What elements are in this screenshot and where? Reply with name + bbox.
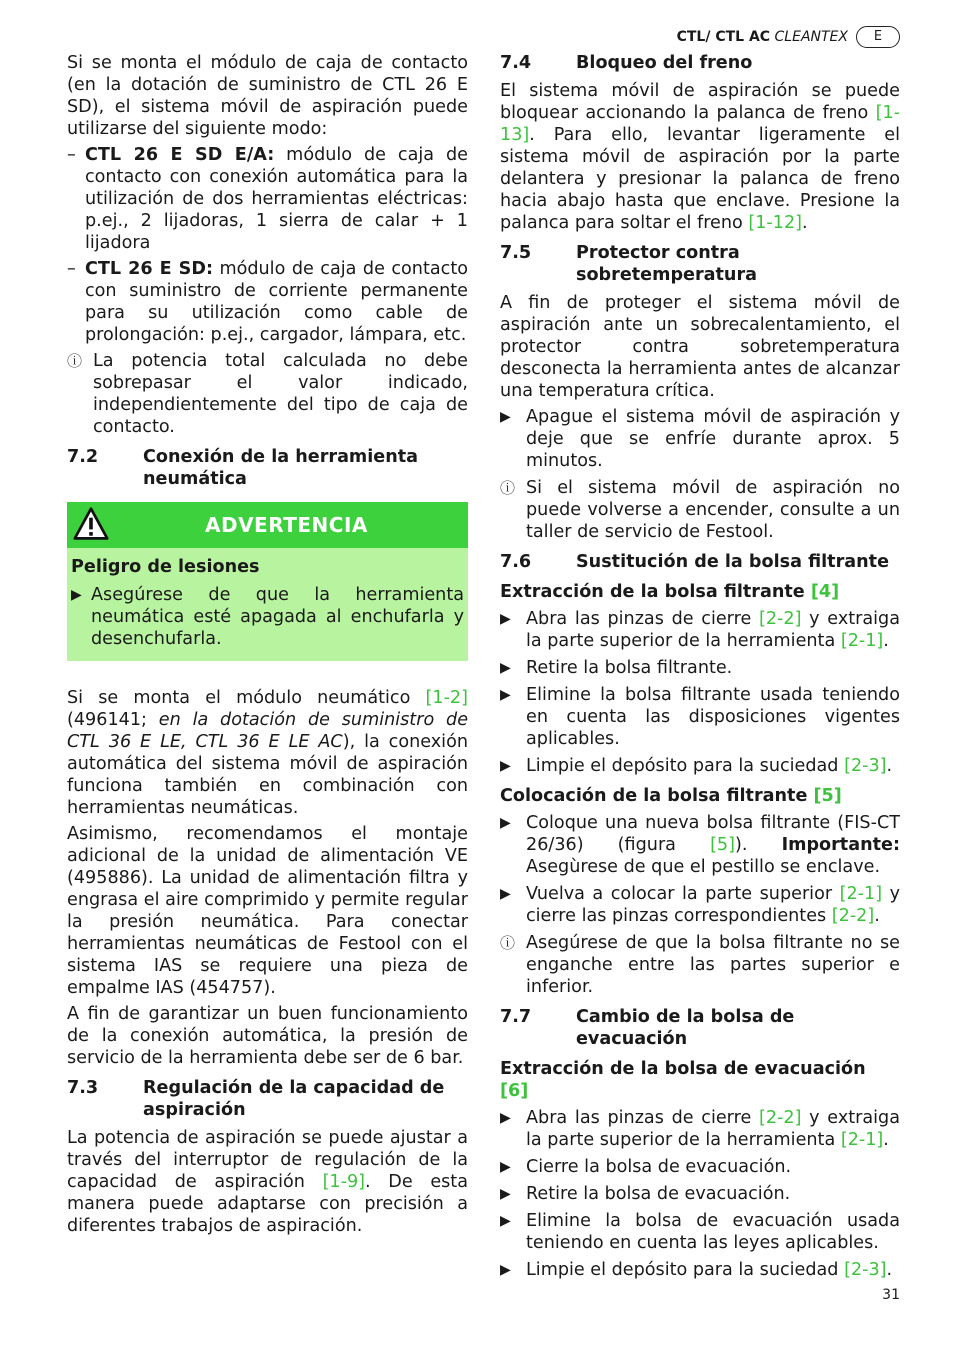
arrow-bullet-icon: ▶: [500, 611, 511, 627]
paragraph: A fin de proteger el sistema móvil de aspiración ante un sobrecalentamiento, el protector contra sobretemperatura desconecta la herramienta antes de alcanzar una temperatura crítica.: [500, 293, 900, 401]
arrow-bullet-icon: ▶: [500, 660, 511, 676]
list-item: ▶ Abra las pinzas de cierre [2-2] y extraiga la parte superior de la herramienta [2-1].: [500, 609, 900, 651]
section-heading-7-4: 7.4 Bloqueo del freno: [500, 53, 753, 73]
list-item: ▶ Coloque una nueva bolsa filtrante (FIS-CT 26/36) (figura [5]). Importante: Asegùrese de que el pestillo se enclave.: [500, 813, 900, 877]
arrow-bullet-icon: ▶: [500, 1213, 511, 1229]
arrow-bullet-icon: ▶: [500, 1110, 511, 1126]
arrow-bullet-icon: ▶: [500, 1186, 511, 1202]
warning-bullet: ▶ Asegúrese de que la herramienta neumática esté apagada al enchufarla y desenchufarla.: [71, 585, 464, 649]
list-item: – CTL 26 E SD E/A: módulo de caja de contacto con conexión automática para la utilización de dos herramientas eléctricas: p.ej., 2 lijadoras, 1 sierra de calar + 1 lijadora: [67, 145, 468, 253]
warning-title: ADVERTENCIA: [205, 513, 368, 537]
warning-subtitle: Peligro de lesiones: [71, 557, 260, 577]
section-heading-7-2: 7.2 Conexión de la herramienta neumática: [67, 447, 419, 489]
page-number: 31: [882, 1287, 900, 1303]
section-heading-7-7: 7.7 Cambio de la bolsa de evacuación: [500, 1007, 795, 1049]
info-icon: ⓘ: [500, 479, 516, 497]
section-heading-7-3: 7.3 Regulación de la capacidad de aspiración: [67, 1078, 445, 1120]
list-item: ▶ Apague el sistema móvil de aspiración y deje que se enfríe durante aprox. 5 minutos.: [500, 407, 900, 471]
language-badge: E: [856, 26, 900, 48]
info-note: ⓘ Asegúrese de que la bolsa filtrante no se enganche entre las partes superior e inferior.: [500, 933, 900, 997]
subheading: Extracción de la bolsa de evacuación [6]: [500, 1059, 866, 1101]
list-item: ▶ Limpie el depósito para la suciedad [2-3].: [500, 756, 893, 776]
warning-triangle-icon: [73, 506, 109, 542]
paragraph: El sistema móvil de aspiración se puede bloquear accionando la palanca de freno [1-13]. Para ello, levantar ligeramente el sistema móvil de aspiración por la parte delantera y presionar la palanca de freno hacia abajo hasta que enclave. Presione la palanca para soltar el freno [1-12].: [500, 81, 900, 233]
paragraph: A fin de garantizar un buen funcionamiento de la conexión automática, la presión de servicio de la herramienta debe ser de 6 bar.: [67, 1004, 468, 1068]
subheading: Colocación de la bolsa filtrante [5]: [500, 786, 842, 806]
info-icon: ⓘ: [500, 934, 516, 952]
arrow-bullet-icon: ▶: [71, 587, 82, 603]
list-item: ▶ Cierre la bolsa de evacuación.: [500, 1157, 792, 1177]
left-column: [67, 52, 468, 1241]
info-icon: ⓘ: [67, 352, 83, 370]
product-name: CTL/ CTL AC CLEANTEX: [676, 29, 848, 45]
subheading: Extracción de la bolsa filtrante [4]: [500, 582, 840, 602]
warning-header: [67, 502, 468, 548]
list-item: – CTL 26 E SD: módulo de caja de contacto con suministro de corriente permanente para su utilización como cable de prolongación: p.ej., cargador, lámpara, etc.: [67, 259, 468, 345]
list-item: ▶ Abra las pinzas de cierre [2-2] y extraiga la parte superior de la herramienta [2-1].: [500, 1108, 900, 1150]
paragraph: Si se monta el módulo neumático [1-2] (496141; en la dotación de suministro de CTL 36 E LE, CTL 36 E LE AC), la conexión automática del sistema móvil de aspiración funciona también en combinación con herramientas neumáticas.: [67, 688, 469, 818]
intro-paragraph: Si se monta el módulo de caja de contacto (en la dotación de suministro de CTL 26 E SD), el sistema móvil de aspiración puede utilizarse del siguiente modo:: [67, 53, 468, 139]
paragraph: Asimismo, recomendamos el montaje adicional de la unidad de alimentación VE (495886). La unidad de alimentación filtra y engrasa el aire comprimido y permite regular la presión neumática. Para conectar herramientas neumáticas de Festool con el sistema IAS se requiere una pieza de empalme IAS (454757).: [67, 824, 468, 998]
list-item: ▶ Limpie el depósito para la suciedad [2-3].: [500, 1260, 893, 1280]
list-item: ▶ Vuelva a colocar la parte superior [2-1] y cierre las pinzas correspondientes [2-2].: [500, 884, 900, 926]
arrow-bullet-icon: ▶: [500, 886, 511, 902]
arrow-bullet-icon: ▶: [500, 1159, 511, 1175]
section-heading-7-5: 7.5 Protector contra sobretemperatura: [500, 243, 757, 285]
arrow-bullet-icon: ▶: [500, 815, 511, 831]
arrow-bullet-icon: ▶: [500, 409, 511, 425]
list-item: ▶ Retire la bolsa filtrante.: [500, 658, 733, 678]
arrow-bullet-icon: ▶: [500, 1262, 511, 1278]
list-item: ▶ Elimine la bolsa de evacuación usada teniendo en cuenta las leyes aplicables.: [500, 1211, 900, 1253]
list-item: ▶ Retire la bolsa de evacuación.: [500, 1184, 791, 1204]
info-note: ⓘ Si el sistema móvil de aspiración no puede volverse a encender, consulte a un taller de servicio de Festool.: [500, 478, 900, 542]
arrow-bullet-icon: ▶: [500, 687, 511, 703]
info-note: ⓘ La potencia total calculada no debe sobrepasar el valor indicado, independientemente del tipo de caja de contacto.: [67, 351, 468, 437]
arrow-bullet-icon: ▶: [500, 758, 511, 774]
page-header: [677, 26, 900, 48]
section-heading-7-6: 7.6 Sustitución de la bolsa filtrante: [500, 552, 890, 572]
paragraph: La potencia de aspiración se puede ajustar a través del interruptor de regulación de la capacidad de aspiración [1-9]. De esta manera puede adaptarse con precisión a diferentes trabajos de aspiración.: [67, 1128, 468, 1236]
right-column: [500, 52, 900, 1286]
warning-box: [67, 502, 468, 661]
list-item: ▶ Elimine la bolsa filtrante usada teniendo en cuenta las disposiciones vigentes aplicables.: [500, 685, 900, 749]
